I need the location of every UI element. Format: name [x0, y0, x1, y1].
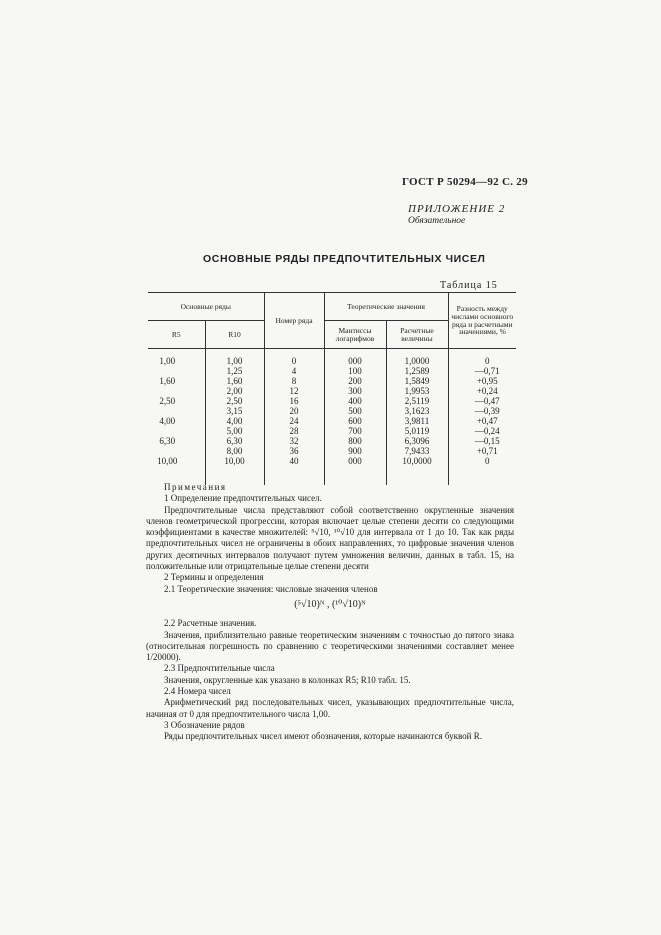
notes-heading: Примечания	[164, 482, 227, 492]
table-row	[148, 397, 516, 407]
cell-calc: 10,0000	[386, 457, 448, 485]
cell-diff: +0,47	[476, 416, 498, 427]
cell-calc: 1,2589	[386, 367, 448, 377]
cell-r10: 5,00	[205, 427, 264, 437]
table-row	[148, 407, 516, 417]
header-r10: R10	[205, 321, 264, 349]
cell-num: 4	[264, 367, 324, 377]
cell-calc: 3,1623	[386, 407, 448, 417]
cell-num: 24	[264, 417, 324, 427]
cell-num: 32	[264, 437, 324, 447]
table-row	[148, 457, 516, 485]
cell-mant: 000	[324, 349, 386, 368]
cell-r10: 2,00	[205, 387, 264, 397]
root-ten-of-ten: ¹⁰√10	[333, 527, 355, 538]
cell-r5: 10,00	[148, 457, 205, 485]
note-preferred-text: Значения, округленные как указано в колонках R5; R10 табл. 15.	[164, 674, 411, 685]
cell-mant: 500	[324, 407, 386, 417]
cell-r5: 6,30	[148, 437, 205, 447]
note-definition-heading: 1 Определение предпочтительных чисел.	[164, 493, 322, 504]
cell-calc: 5,0119	[386, 427, 448, 437]
cell-mant: 600	[324, 417, 386, 427]
note-calculated-text: Значения, приблизительно равные теоретическим значениям с точностью до пятого знака (относительная погрешность по сравнению с теоретическими значениями составляет менее 1/20000).	[146, 629, 514, 663]
gost-header: ГОСТ Р 50294—92 С. 29	[402, 176, 528, 188]
cell-diff: +0,71	[476, 446, 498, 457]
header-mantissas: Мантиссы логарифмов	[324, 321, 386, 349]
table-label: Таблица 15	[440, 280, 498, 291]
root-five-of-ten: ⁵√10,	[311, 527, 331, 538]
cell-r5: 2,50	[148, 397, 205, 407]
table-row	[148, 447, 516, 457]
note-preferred-heading: 2.3 Предпочтительные числа	[164, 663, 275, 674]
table-row	[148, 437, 516, 447]
cell-mant: 800	[324, 437, 386, 447]
cell-calc: 6,3096	[386, 437, 448, 447]
cell-mant: 900	[324, 447, 386, 457]
preferred-numbers-table	[148, 292, 516, 485]
cell-calc: 1,0000	[386, 349, 448, 368]
table-row	[148, 367, 516, 377]
cell-diff: 0	[485, 356, 490, 367]
note-theoretical-values: 2.1 Теоретические значения: числовые значения членов	[164, 583, 378, 594]
cell-num: 28	[264, 427, 324, 437]
cell-mant: 700	[324, 427, 386, 437]
formula-powers: (⁵√10)ᴺ , (¹⁰√10)ᴺ	[294, 598, 366, 610]
appendix-title: ПРИЛОЖЕНИЕ 2	[408, 203, 506, 215]
note-numbers-heading: 2.4 Номера чисел	[164, 686, 231, 697]
table-row	[148, 427, 516, 437]
header-calculated: Расчетные величины	[386, 321, 448, 349]
cell-num: 0	[264, 349, 324, 368]
header-r5: R5	[148, 321, 205, 349]
cell-calc: 3,9811	[386, 417, 448, 427]
cell-diff: 0	[485, 456, 490, 467]
appendix-subtitle: Обязательное	[408, 216, 466, 226]
note-numbers-text: Арифметический ряд последовательных чисел, указывающих предпочтительные числа, начиная от 0 для предпочтительного числа 1,00.	[146, 697, 514, 719]
cell-num: 16	[264, 397, 324, 407]
cell-calc: 1,5849	[386, 377, 448, 387]
note-definition-text: Предпочтительные числа представляют собой соответственно округленные значения членов геометрической прогрессии, которая включает целые степени десяти со следующими коэффициентами в качестве множителей: ⁵√10, ¹⁰√10 для интервала от 1 до 10. Так как ряды предпочтительных чисел не ограничены в обоих направлениях, то цифровые значения членов других десятичных интервалов получают путем умножения величин, данных в табл. 15, на положительные или отрицательные целые степени десяти	[146, 504, 514, 572]
note-calculated-heading: 2.2 Расчетные значения.	[164, 618, 257, 629]
note-designation-text: Ряды предпочтительных чисел имеют обозначения, которые начинаются буквой R.	[164, 731, 482, 742]
cell-r5	[148, 407, 205, 417]
cell-diff: —0,39	[474, 406, 500, 417]
table-row	[148, 349, 516, 368]
cell-r10: 2,50	[205, 397, 264, 407]
cell-calc: 2,5119	[386, 397, 448, 407]
header-theoretical: Теоретические значения	[324, 293, 448, 321]
cell-r10: 6,30	[205, 437, 264, 447]
cell-r10: 10,00	[205, 457, 264, 485]
cell-r5	[148, 387, 205, 397]
cell-diff: +0,24	[476, 386, 498, 397]
cell-num: 36	[264, 447, 324, 457]
cell-calc: 1,9953	[386, 387, 448, 397]
cell-num: 8	[264, 377, 324, 387]
cell-mant: 100	[324, 367, 386, 377]
cell-r10: 8,00	[205, 447, 264, 457]
cell-r10: 1,00	[205, 349, 264, 368]
cell-mant: 000	[324, 457, 386, 485]
note-terms-heading: 2 Термины и определения	[164, 572, 264, 583]
cell-r5: 1,00	[148, 349, 205, 368]
cell-r5: 1,60	[148, 377, 205, 387]
table-row	[148, 387, 516, 397]
cell-num: 40	[264, 457, 324, 485]
note-designation-heading: 3 Обозначение рядов	[164, 719, 245, 730]
cell-mant: 200	[324, 377, 386, 387]
cell-r10: 4,00	[205, 417, 264, 427]
cell-r10: 3,15	[205, 407, 264, 417]
cell-mant: 400	[324, 397, 386, 407]
cell-r5	[148, 367, 205, 377]
header-row-number: Номер ряда	[264, 293, 324, 349]
cell-diff: +0,95	[476, 376, 498, 387]
table-row	[148, 417, 516, 427]
cell-calc: 7,9433	[386, 447, 448, 457]
notes-section	[146, 482, 514, 743]
cell-r5	[148, 427, 205, 437]
cell-diff: —0,71	[474, 366, 500, 377]
cell-num: 20	[264, 407, 324, 417]
cell-r10: 1,25	[205, 367, 264, 377]
header-basic-rows: Основные ряды	[148, 293, 264, 321]
cell-diff: —0,15	[474, 436, 500, 447]
cell-num: 12	[264, 387, 324, 397]
cell-diff: —0,24	[474, 426, 500, 437]
cell-mant: 300	[324, 387, 386, 397]
header-difference: Разность между числами основного ряда и расчетными значениями, %	[448, 293, 516, 349]
table-row	[148, 377, 516, 387]
cell-diff: —0,47	[474, 396, 500, 407]
cell-r10: 1,60	[205, 377, 264, 387]
cell-r5: 4,00	[148, 417, 205, 427]
main-title: ОСНОВНЫЕ РЯДЫ ПРЕДПОЧТИТЕЛЬНЫХ ЧИСЕЛ	[203, 253, 486, 265]
